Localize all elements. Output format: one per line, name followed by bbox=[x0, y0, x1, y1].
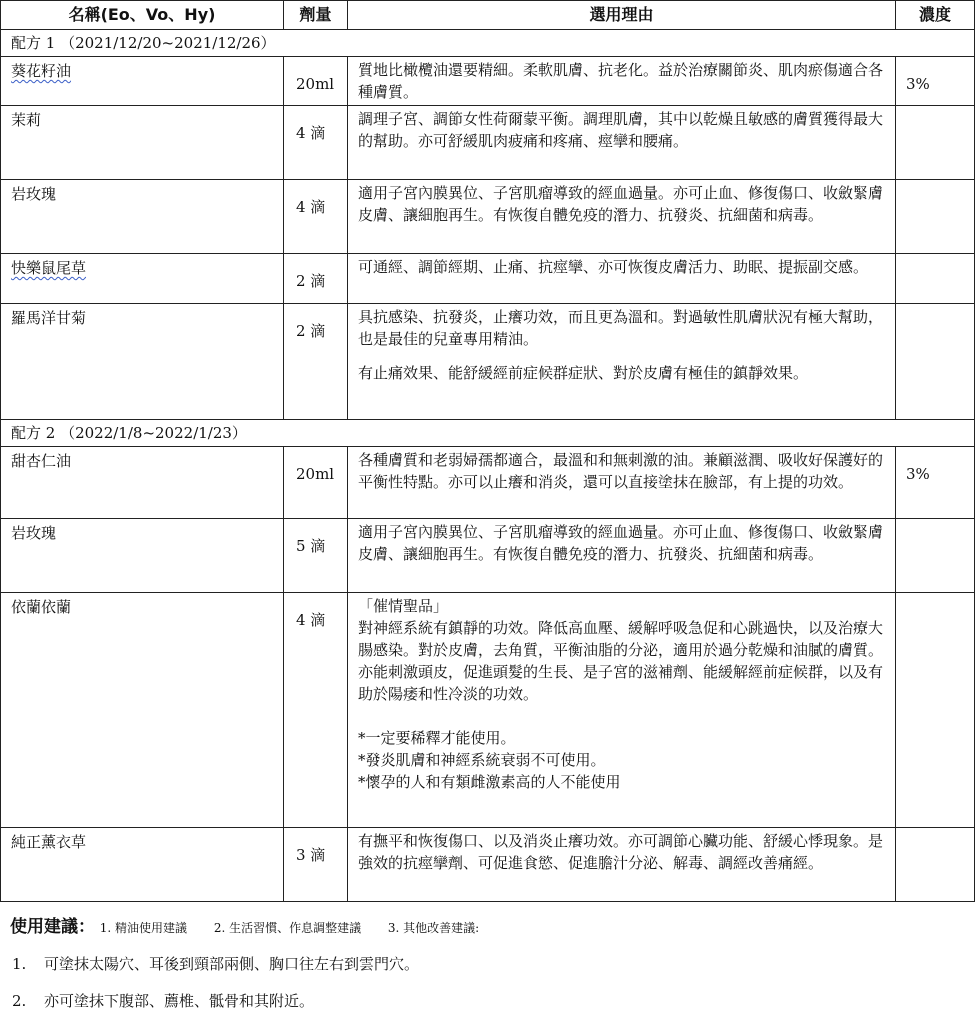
oil-name: 純正薰衣草 bbox=[1, 828, 284, 902]
formula1-label-row bbox=[1, 30, 975, 57]
usage-title: 使用建議： bbox=[10, 917, 95, 937]
oil-amount: 4 滴 bbox=[284, 593, 348, 828]
oil-amount: 2 滴 bbox=[284, 304, 348, 420]
list-item bbox=[0, 990, 975, 1011]
list-text: 可塗抹太陽穴、耳後到頸部兩側、胸口往左右到雲門穴。 bbox=[44, 955, 420, 973]
list-text: 亦可塗抹下腹部、薦椎、骶骨和其附近。 bbox=[44, 992, 315, 1010]
list-number: 1. bbox=[12, 955, 27, 973]
oil-concentration bbox=[896, 593, 975, 828]
usage-suggestion-1: 1. 精油使用建議 bbox=[99, 921, 188, 935]
oil-name: 羅馬洋甘菊 bbox=[1, 304, 284, 420]
oil-reason: 適用子宮內膜異位、子宮肌瘤導致的經血過量。亦可止血、修復傷口、收斂緊膚皮膚、讓細胞再生。有恢復自體免疫的潛力、抗發炎、抗細菌和病毒。 bbox=[358, 184, 884, 224]
formula1-label: 配方 1 （2021/12/20~2021/12/26） bbox=[1, 30, 975, 57]
usage-suggestion-3: 3. 其他改善建議: bbox=[387, 921, 480, 935]
oil-concentration bbox=[896, 304, 975, 420]
oil-reason: 可通經、調節經期、止痛、抗痙攣、亦可恢復皮膚活力、助眠、提振副交感。 bbox=[358, 258, 869, 276]
usage-suggestion-2: 2. 生活習慣、作息調整建議 bbox=[213, 921, 362, 935]
oil-amount: 20ml bbox=[284, 57, 348, 106]
table-row bbox=[1, 447, 975, 519]
table-row bbox=[1, 304, 975, 420]
oil-amount: 4 滴 bbox=[284, 180, 348, 254]
header-amount: 劑量 bbox=[284, 1, 348, 30]
oil-concentration: 3% bbox=[896, 57, 975, 106]
oil-amount: 20ml bbox=[284, 447, 348, 519]
oil-warning: *懷孕的人和有類雌激素高的人不能使用 bbox=[358, 773, 621, 791]
oil-concentration bbox=[896, 180, 975, 254]
oil-name: 快樂鼠尾草 bbox=[11, 259, 87, 277]
table-row bbox=[1, 180, 975, 254]
oil-reason: 質地比橄欖油還要精細。柔軟肌膚、抗老化。益於治療關節炎、肌肉瘀傷適合各種膚質。 bbox=[358, 61, 884, 101]
oil-amount: 3 滴 bbox=[284, 828, 348, 902]
list-item bbox=[0, 953, 975, 974]
oil-concentration bbox=[896, 519, 975, 593]
table-row bbox=[1, 106, 975, 180]
table-row bbox=[1, 593, 975, 828]
oil-name: 茉莉 bbox=[1, 106, 284, 180]
oil-reason: 有撫平和恢復傷口、以及消炎止癢功效。亦可調節心臟功能、舒緩心悸現象。是強效的抗痙攣劑、可促進食慾、促進膽汁分泌、解毒、調經改善痛經。 bbox=[358, 832, 884, 872]
oil-concentration bbox=[896, 254, 975, 304]
oil-reason: 「催情聖品」 bbox=[358, 597, 449, 615]
oil-reason: 各種膚質和老弱婦孺都適合，最溫和和無刺激的油。兼顧滋潤、吸收好保護好的平衡性特點。亦可以止癢和消炎，還可以直接塗抹在臉部，有上提的功效。 bbox=[358, 451, 884, 491]
oil-name: 葵花籽油 bbox=[11, 62, 72, 80]
formula2-label: 配方 2 （2022/1/8~2022/1/23） bbox=[1, 420, 975, 447]
header-reason: 選用理由 bbox=[348, 1, 896, 30]
oil-name: 甜杏仁油 bbox=[1, 447, 284, 519]
oil-concentration bbox=[896, 828, 975, 902]
table-row bbox=[1, 828, 975, 902]
oil-reason: 具抗感染、抗發炎，止癢功效，而且更為溫和。對過敏性肌膚狀況有極大幫助，也是最佳的兒童專用精油。 bbox=[358, 308, 884, 348]
oil-concentration: 3% bbox=[896, 447, 975, 519]
oil-name: 岩玫瑰 bbox=[1, 180, 284, 254]
oil-name: 岩玫瑰 bbox=[1, 519, 284, 593]
oil-amount: 5 滴 bbox=[284, 519, 348, 593]
table-header bbox=[1, 1, 975, 30]
header-name: 名稱(Eo、Vo、Hy) bbox=[1, 1, 284, 30]
oil-reason: 適用子宮內膜異位、子宮肌瘤導致的經血過量。亦可止血、修復傷口、收斂緊膚皮膚、讓細胞再生。有恢復自體免疫的潛力、抗發炎、抗細菌和病毒。 bbox=[358, 523, 884, 563]
table-row bbox=[1, 57, 975, 106]
oil-concentration bbox=[896, 106, 975, 180]
list-number: 2. bbox=[12, 992, 27, 1010]
table-row bbox=[1, 519, 975, 593]
table-row bbox=[1, 254, 975, 304]
usage-section bbox=[0, 902, 975, 937]
oil-reason: 調理子宮、調節女性荷爾蒙平衡。調理肌膚，其中以乾燥且敏感的膚質獲得最大的幫助。亦可舒緩肌肉疲痛和疼痛、痙攣和腰痛。 bbox=[358, 110, 884, 150]
oil-amount: 4 滴 bbox=[284, 106, 348, 180]
oil-warning: *一定要稀釋才能使用。 bbox=[358, 729, 516, 747]
formula2-label-row bbox=[1, 420, 975, 447]
oil-reason: 有止痛效果、能舒緩經前症候群症狀、對於皮膚有極佳的鎮靜效果。 bbox=[358, 364, 809, 382]
header-concentration: 濃度 bbox=[896, 1, 975, 30]
oil-reason: 對神經系統有鎮靜的功效。降低高血壓、緩解呼吸急促和心跳過快，以及治療大腸感染。對於皮膚，去角質，平衡油脂的分泌，適用於過分乾燥和油膩的膚質。亦能刺激頭皮，促進頭髮的生長、是子宮的滋補劑、能緩解經前症候群，以及有助於陽痿和性冷淡的功效。 bbox=[358, 619, 884, 703]
oil-warning: *發炎肌膚和神經系統衰弱不可使用。 bbox=[358, 751, 606, 769]
oil-amount: 2 滴 bbox=[284, 254, 348, 304]
oil-name: 依蘭依蘭 bbox=[1, 593, 284, 828]
